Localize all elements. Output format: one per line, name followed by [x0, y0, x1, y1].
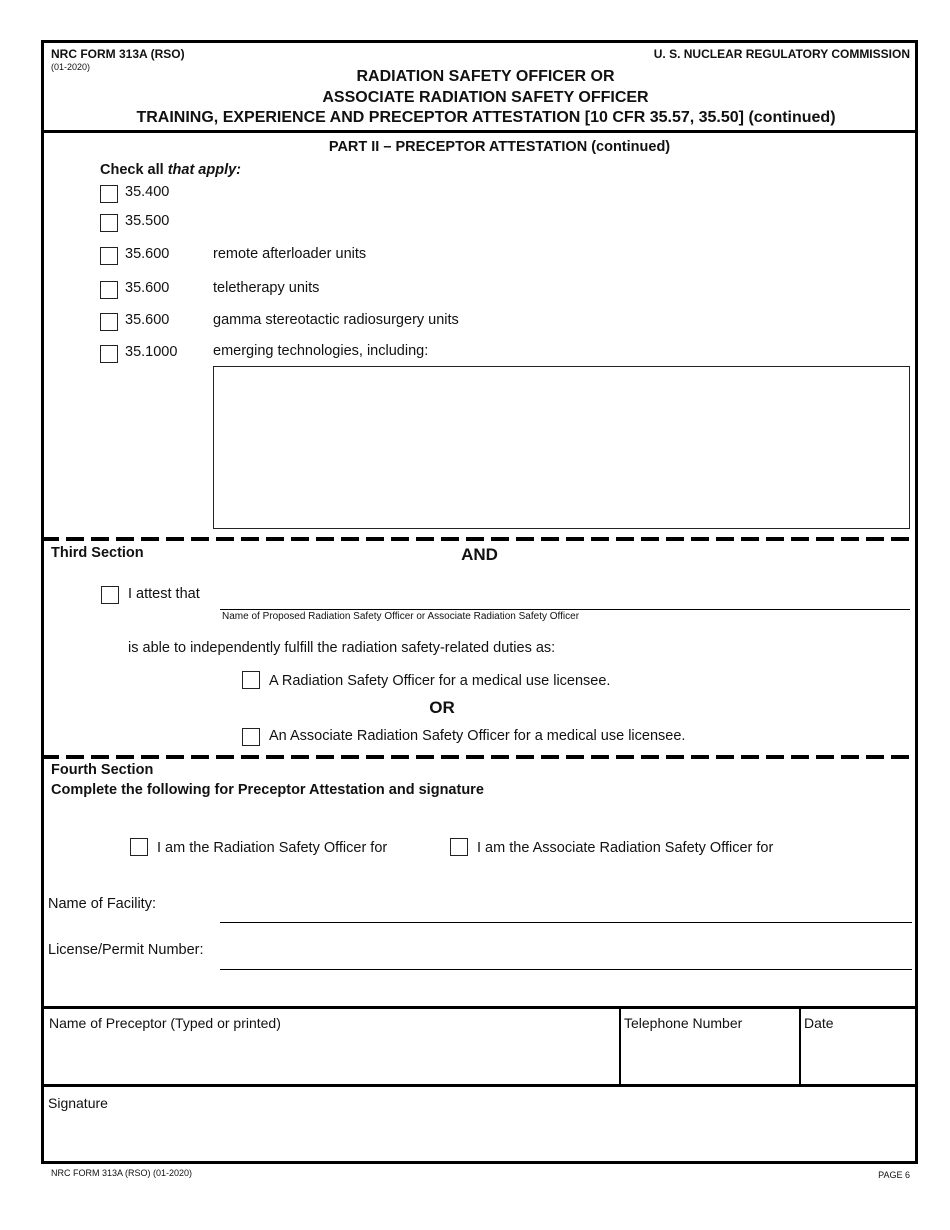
option-code: 35.400 [125, 184, 170, 200]
signature-field[interactable] [46, 1114, 914, 1160]
checkbox-i-am-arso[interactable] [450, 838, 468, 856]
fulfill-text: is able to independently fulfill the radiation safety-related duties as: [128, 640, 556, 656]
arso-medical-label: An Associate Radiation Safety Officer for a medical use licensee. [269, 728, 686, 744]
option-code: 35.600 [125, 312, 170, 328]
checkbox-i-am-rso[interactable] [130, 838, 148, 856]
license-label: License/Permit Number: [48, 942, 204, 958]
checkbox-arso-medical[interactable] [242, 728, 260, 746]
option-code: 35.600 [125, 280, 170, 296]
preceptor-name-label: Name of Preceptor (Typed or printed) [49, 1015, 281, 1031]
signature-label: Signature [48, 1095, 108, 1111]
emerging-technologies-textarea[interactable] [213, 366, 910, 529]
attestee-name-field[interactable] [220, 609, 910, 610]
form-id: NRC FORM 313A (RSO) [51, 47, 185, 61]
i-am-arso-label: I am the Associate Radiation Safety Officer for [477, 840, 774, 856]
form-date: (01-2020) [51, 62, 91, 72]
telephone-label: Telephone Number [624, 1015, 743, 1031]
or-label: OR [429, 698, 455, 717]
telephone-field[interactable] [624, 1034, 796, 1082]
i-am-rso-label: I am the Radiation Safety Officer for [157, 840, 388, 856]
attestee-name-caption: Name of Proposed Radiation Safety Officer or Associate Radiation Safety Officer [222, 611, 580, 622]
header-divider [41, 130, 918, 133]
checkbox-35-600-gamma-stereotactic[interactable] [100, 313, 118, 331]
option-description: gamma stereotactic radiosurgery units [213, 312, 459, 328]
attest-label: I attest that [128, 586, 200, 602]
checkbox-rso-medical[interactable] [242, 671, 260, 689]
preceptor-name-field[interactable] [46, 1034, 616, 1082]
option-description: teletherapy units [213, 280, 320, 296]
form-frame [41, 40, 918, 1164]
agency-name: U. S. NUCLEAR REGULATORY COMMISSION [653, 47, 910, 61]
option-code: 35.600 [125, 246, 170, 262]
checkbox-attest[interactable] [101, 586, 119, 604]
rso-medical-label: A Radiation Safety Officer for a medical use licensee. [269, 673, 611, 689]
form-title-line-3: TRAINING, EXPERIENCE AND PRECEPTOR ATTESTATION [10 CFR 35.57, 35.50] (continued) [136, 109, 836, 126]
check-all-label: Check all that apply: [100, 162, 242, 178]
checkbox-35-1000-emerging[interactable] [100, 345, 118, 363]
grid-divider [619, 1006, 621, 1086]
fourth-section-title: Fourth Section [51, 762, 154, 778]
facility-label: Name of Facility: [48, 896, 156, 912]
form-title-line-2: ASSOCIATE RADIATION SAFETY OFFICER [322, 89, 649, 106]
dashed-divider [41, 537, 918, 541]
option-description: emerging technologies, including: [213, 343, 429, 359]
grid-divider [41, 1084, 918, 1087]
footer-page-number: PAGE 6 [878, 1170, 910, 1180]
checkbox-35-400[interactable] [100, 185, 118, 203]
footer-form-ref: NRC FORM 313A (RSO) (01-2020) [51, 1168, 193, 1178]
checkbox-35-600-remote-afterloader[interactable] [100, 247, 118, 265]
and-label: AND [461, 545, 498, 564]
form-title-line-1: RADIATION SAFETY OFFICER OR [356, 68, 615, 85]
dashed-divider [41, 755, 918, 759]
option-description: remote afterloader units [213, 246, 367, 262]
license-field[interactable] [220, 969, 912, 970]
date-label: Date [804, 1015, 834, 1031]
date-field[interactable] [804, 1034, 914, 1082]
facility-field[interactable] [220, 922, 912, 923]
checkbox-35-500[interactable] [100, 214, 118, 232]
part-title: PART II – PRECEPTOR ATTESTATION (continued) [328, 139, 671, 155]
third-section-title: Third Section [51, 545, 144, 561]
fourth-section-subtitle: Complete the following for Preceptor Attestation and signature [51, 782, 484, 798]
option-code: 35.1000 [125, 344, 178, 360]
option-code: 35.500 [125, 213, 170, 229]
checkbox-35-600-teletherapy[interactable] [100, 281, 118, 299]
grid-divider [799, 1006, 801, 1086]
grid-divider [41, 1006, 918, 1009]
